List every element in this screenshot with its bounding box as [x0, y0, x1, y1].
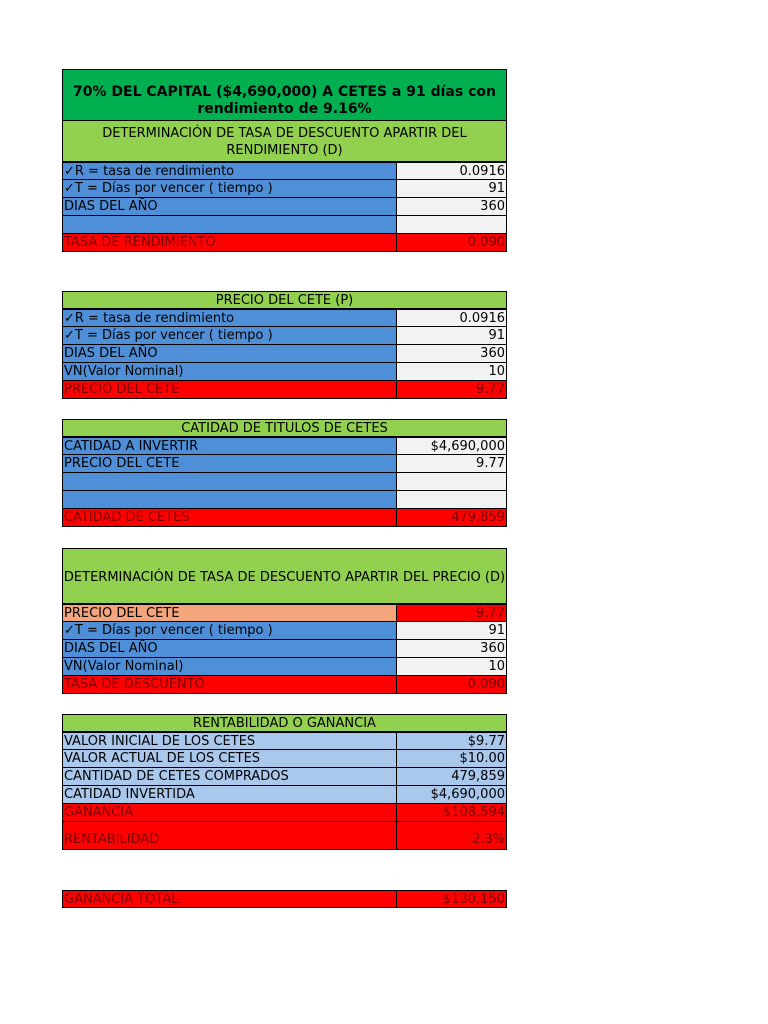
table-row [62, 768, 507, 786]
row-label: DIAS DEL AÑO [62, 345, 396, 363]
row-value[interactable]: 10 [396, 658, 507, 676]
row-value[interactable]: 91 [396, 180, 507, 198]
table-row [62, 216, 507, 234]
row-value[interactable]: 360 [396, 198, 507, 216]
row-value[interactable]: 0.0916 [396, 162, 507, 180]
row-label: PRECIO DEL CETE [62, 604, 396, 622]
row-label: CANTIDAD DE CETES COMPRADOS [62, 768, 396, 786]
row-label: ✓T = Días por vencer ( tiempo ) [62, 327, 396, 345]
result-label: TASA DE RENDIMIENTO [62, 234, 396, 252]
table-row [62, 345, 507, 363]
section-header: DETERMINACIÓN DE TASA DE DESCUENTO APARTIR DEL PRECIO (D) [62, 548, 507, 604]
row-label: ✓R = tasa de rendimiento [62, 162, 396, 180]
ganancia-value[interactable]: $108,594 [396, 804, 507, 822]
table-row [62, 658, 507, 676]
row-value[interactable] [396, 491, 507, 509]
ganancia-label: GANANCIA [62, 804, 396, 822]
table-row [62, 363, 507, 381]
row-label: CATIDAD A INVERTIR [62, 437, 396, 455]
rentabilidad-label: RENTABILIDAD [62, 822, 396, 850]
section-total [62, 890, 507, 908]
total-row [62, 890, 507, 908]
section-header: PRECIO DEL CETE (P) [62, 291, 507, 309]
result-label: PRECIO DEL CETE [62, 381, 396, 399]
row-label [62, 216, 396, 234]
table-row [62, 198, 507, 216]
table-row [62, 750, 507, 768]
row-label: ✓T = Días por vencer ( tiempo ) [62, 180, 396, 198]
table-row [62, 786, 507, 804]
row-label: VALOR ACTUAL DE LOS CETES [62, 750, 396, 768]
row-value[interactable] [396, 216, 507, 234]
result-value[interactable]: 479,859 [396, 509, 507, 527]
row-label: PRECIO DEL CETE [62, 455, 396, 473]
row-value[interactable]: $4,690,000 [396, 786, 507, 804]
table-row [62, 640, 507, 658]
table-row [62, 162, 507, 180]
result-row [62, 381, 507, 399]
row-value[interactable] [396, 473, 507, 491]
result-row [62, 234, 507, 252]
rentabilidad-value[interactable]: 2.3% [396, 822, 507, 850]
sheet-title-text: 70% DEL CAPITAL ($4,690,000) A CETES a 91 días con rendimiento de 9.16% [73, 84, 496, 117]
section-header: DETERMINACIÓN DE TASA DE DESCUENTO APARTIR DEL RENDIMIENTO (D) [62, 120, 507, 162]
table-row [62, 473, 507, 491]
row-label: ✓R = tasa de rendimiento [62, 309, 396, 327]
result-value[interactable]: 0.090 [396, 234, 507, 252]
row-label: ✓T = Días por vencer ( tiempo ) [62, 622, 396, 640]
row-value[interactable]: 91 [396, 622, 507, 640]
section-precio-cete [62, 291, 507, 399]
row-label: VN(Valor Nominal) [62, 363, 396, 381]
section-rentabilidad [62, 714, 507, 850]
row-value[interactable]: $9.77 [396, 732, 507, 750]
row-value[interactable]: 10 [396, 363, 507, 381]
row-value[interactable]: 9.77 [396, 455, 507, 473]
row-value[interactable]: 91 [396, 327, 507, 345]
row-value[interactable]: 9.77 [396, 604, 507, 622]
result-label: CATIDAD DE CETES [62, 509, 396, 527]
result-label: TASA DE DESCUENTO [62, 676, 396, 694]
row-value[interactable]: $4,690,000 [396, 437, 507, 455]
row-value[interactable]: 360 [396, 640, 507, 658]
table-row [62, 327, 507, 345]
table-row [62, 455, 507, 473]
sheet-title [62, 69, 507, 121]
row-value[interactable]: 360 [396, 345, 507, 363]
section-header: CATIDAD DE TITULOS DE CETES [62, 419, 507, 437]
table-row [62, 180, 507, 198]
table-row [62, 437, 507, 455]
table-row [62, 309, 507, 327]
table-row [62, 732, 507, 750]
row-label: VALOR INICIAL DE LOS CETES [62, 732, 396, 750]
row-label [62, 473, 396, 491]
ganancia-row [62, 804, 507, 822]
table-row [62, 491, 507, 509]
row-value[interactable]: 0.0916 [396, 309, 507, 327]
result-value[interactable]: 0.090 [396, 676, 507, 694]
total-label: GANANCIA TOTAL [62, 890, 396, 908]
table-row [62, 622, 507, 640]
row-label: DIAS DEL AÑO [62, 640, 396, 658]
row-value[interactable]: $10.00 [396, 750, 507, 768]
row-label: DIAS DEL AÑO [62, 198, 396, 216]
section-header: RENTABILIDAD O GANANCIA [62, 714, 507, 732]
row-label [62, 491, 396, 509]
row-value[interactable]: 479,859 [396, 768, 507, 786]
result-value[interactable]: 9.77 [396, 381, 507, 399]
section-cantidad-titulos [62, 419, 507, 527]
result-row [62, 676, 507, 694]
result-row [62, 509, 507, 527]
row-label: CATIDAD INVERTIDA [62, 786, 396, 804]
table-row [62, 604, 507, 622]
row-label: VN(Valor Nominal) [62, 658, 396, 676]
rentabilidad-row [62, 822, 507, 850]
total-value[interactable]: $130,150 [396, 890, 507, 908]
section-tasa-rendimiento [62, 120, 507, 252]
section-tasa-descuento [62, 548, 507, 694]
